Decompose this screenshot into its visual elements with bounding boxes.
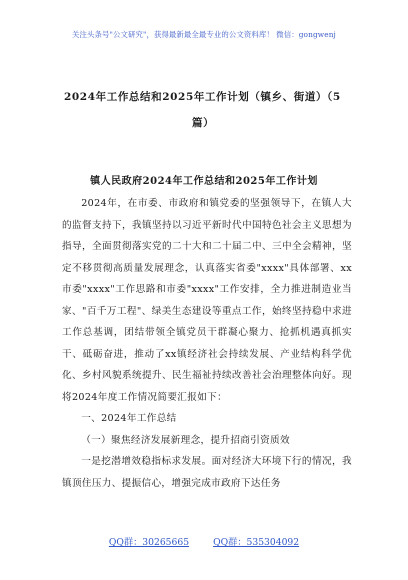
header-note: 关注头条号"公文研究"，获得最新最全最专业的公文资料库！ 微信：gongwenj [72, 30, 336, 39]
section-heading: 一、2024年工作总结 [81, 413, 177, 424]
footer-contact [0, 534, 408, 548]
intro-paragraph: 2024年，在市委、市政府和镇党委的坚强领导下，在镇人大的监督支持下，我镇坚持以习近平新时代中国特色社会主义思想为指导，全面贯彻落实党的二十大和二十届二中、三中全会精神，坚定不移贯彻高质量发展理念，认真落实省委"xxxx"具体部署、xx市委"xxxx"工作思路和市委"xxxx"工作安排，全力推进制造业当家、"百千万工程"、绿美生态建设等重点工作，始终坚持稳中求进工作总基调，团结带领全镇党员干群凝心聚力、抢抓机遇真抓实干、砥砺奋进，推动了xx镇经济社会持续发展、产业结构科学优化、乡村风貌系统提升、民生福祉持续改善社会治理整体向好。现将2024年度工作情况简要汇报如下： [62, 198, 352, 403]
section-title: 镇人民政府2024年工作总结和2025年工作计划 [90, 176, 318, 187]
document-title: 2024年工作总结和2025年工作计划（镇乡、街道）（5 [64, 91, 341, 103]
subsection-heading: （一）聚焦经济发展新理念，提升招商引资质效 [81, 434, 291, 446]
body-text [62, 193, 352, 494]
body-paragraph: 一是挖潜增效稳指标求发展。面对经济大环境下行的情况，我镇顶住压力、提振信心，增强完成市政府下达任务 [62, 456, 352, 489]
qq-group-1: QQ群：30265665 [108, 537, 190, 548]
qq-group-2: QQ群：535304092 [213, 537, 300, 548]
document-title-continued: 篇） [192, 117, 215, 129]
